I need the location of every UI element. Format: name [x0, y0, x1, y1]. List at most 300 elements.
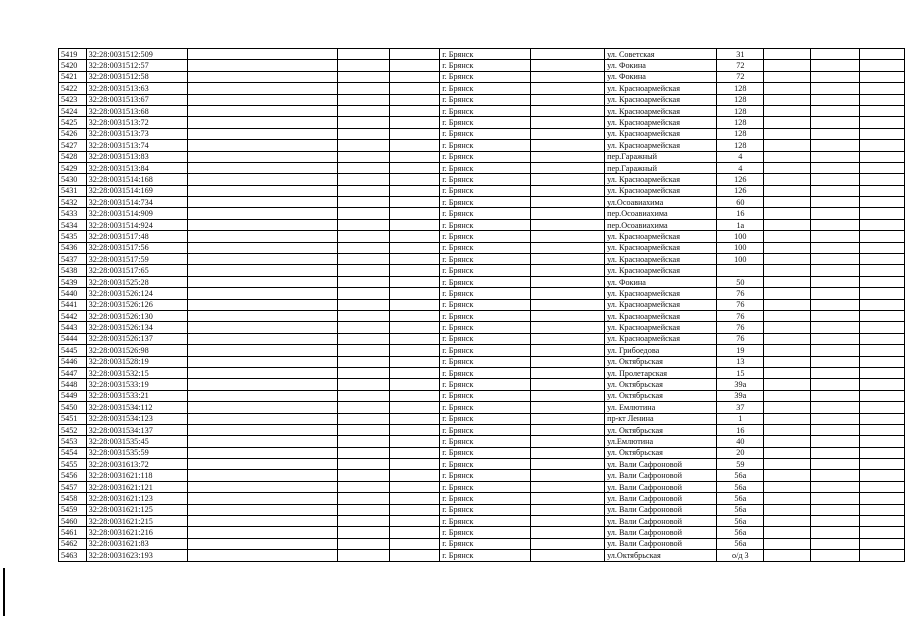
cell-empty — [188, 128, 338, 139]
cell-cadastral-number: 32:28:0031513:83 — [86, 151, 187, 162]
cell-empty — [337, 447, 390, 458]
cell-street: пер.Гаражный — [605, 151, 717, 162]
cell-empty — [531, 436, 605, 447]
cell-street: ул.Октябрьская — [605, 550, 717, 561]
cell-empty — [188, 117, 338, 128]
cell-cadastral-number: 32:28:0031517:48 — [86, 231, 187, 242]
cell-empty — [188, 322, 338, 333]
cell-empty — [531, 276, 605, 287]
cell-empty — [390, 83, 440, 94]
cell-house: 40 — [717, 436, 764, 447]
cell-house: 76 — [717, 288, 764, 299]
cell-empty — [811, 254, 860, 265]
table-row — [59, 105, 905, 116]
cell-empty — [390, 322, 440, 333]
cell-street: ул. Октябрьская — [605, 379, 717, 390]
cell-empty — [188, 254, 338, 265]
cell-empty — [188, 60, 338, 71]
cell-empty — [337, 105, 390, 116]
cell-cadastral-number: 32:28:0031621:123 — [86, 493, 187, 504]
cell-record-number: 5436 — [59, 242, 87, 253]
cell-cadastral-number: 32:28:0031513:67 — [86, 94, 187, 105]
cell-house: 76 — [717, 299, 764, 310]
cell-cadastral-number: 32:28:0031613:72 — [86, 459, 187, 470]
cell-empty — [531, 367, 605, 378]
cell-empty — [337, 83, 390, 94]
cell-empty — [764, 242, 811, 253]
cell-empty — [811, 390, 860, 401]
cell-empty — [337, 470, 390, 481]
cell-house: 50 — [717, 276, 764, 287]
cell-record-number: 5454 — [59, 447, 87, 458]
cell-empty — [390, 356, 440, 367]
cell-empty — [531, 538, 605, 549]
cell-house: 37 — [717, 402, 764, 413]
cell-street: ул. Вали Сафроновой — [605, 516, 717, 527]
cell-empty — [337, 424, 390, 435]
cell-empty — [531, 333, 605, 344]
cell-empty — [811, 459, 860, 470]
cell-empty — [859, 367, 904, 378]
table-row — [59, 481, 905, 492]
cell-street: ул. Красноармейская — [605, 140, 717, 151]
cell-empty — [188, 174, 338, 185]
cell-empty — [811, 276, 860, 287]
cell-cadastral-number: 32:28:0031526:124 — [86, 288, 187, 299]
cell-house: 1а — [717, 219, 764, 230]
cell-empty — [337, 299, 390, 310]
cell-cadastral-number: 32:28:0031621:83 — [86, 538, 187, 549]
cell-empty — [531, 140, 605, 151]
cell-cadastral-number: 32:28:0031513:72 — [86, 117, 187, 128]
cell-city: г. Брянск — [440, 49, 531, 60]
cell-house: 16 — [717, 208, 764, 219]
table-row — [59, 60, 905, 71]
cell-city: г. Брянск — [440, 105, 531, 116]
cell-street: ул. Красноармейская — [605, 105, 717, 116]
cell-street: ул. Красноармейская — [605, 322, 717, 333]
cell-empty — [337, 402, 390, 413]
cell-empty — [390, 117, 440, 128]
cell-empty — [531, 71, 605, 82]
table-row — [59, 265, 905, 276]
cell-cadastral-number: 32:28:0031621:216 — [86, 527, 187, 538]
cell-empty — [188, 390, 338, 401]
cell-record-number: 5462 — [59, 538, 87, 549]
table-row — [59, 276, 905, 287]
cell-empty — [764, 550, 811, 561]
cell-record-number: 5431 — [59, 185, 87, 196]
cell-street: ул. Вали Сафроновой — [605, 504, 717, 515]
cell-empty — [531, 231, 605, 242]
cell-city: г. Брянск — [440, 117, 531, 128]
table-row — [59, 128, 905, 139]
cell-empty — [811, 504, 860, 515]
cell-empty — [764, 459, 811, 470]
cell-house: 4 — [717, 162, 764, 173]
cell-house — [717, 265, 764, 276]
cell-city: г. Брянск — [440, 379, 531, 390]
cell-empty — [337, 208, 390, 219]
cell-city: г. Брянск — [440, 550, 531, 561]
cell-house: 100 — [717, 242, 764, 253]
cell-empty — [811, 345, 860, 356]
cell-empty — [811, 288, 860, 299]
cell-street: ул. Красноармейская — [605, 288, 717, 299]
cell-empty — [337, 333, 390, 344]
cell-cadastral-number: 32:28:0031623:193 — [86, 550, 187, 561]
table-row — [59, 447, 905, 458]
cell-city: г. Брянск — [440, 333, 531, 344]
table-row — [59, 208, 905, 219]
cell-empty — [188, 356, 338, 367]
cell-empty — [188, 379, 338, 390]
cell-empty — [764, 390, 811, 401]
table-row — [59, 140, 905, 151]
cell-empty — [859, 128, 904, 139]
cell-empty — [859, 538, 904, 549]
cell-record-number: 5438 — [59, 265, 87, 276]
cell-city: г. Брянск — [440, 527, 531, 538]
cell-empty — [188, 481, 338, 492]
cell-city: г. Брянск — [440, 424, 531, 435]
cell-empty — [531, 60, 605, 71]
cell-empty — [859, 379, 904, 390]
cell-record-number: 5459 — [59, 504, 87, 515]
cell-record-number: 5432 — [59, 197, 87, 208]
cell-empty — [859, 231, 904, 242]
cell-empty — [390, 379, 440, 390]
table-row — [59, 299, 905, 310]
cell-empty — [764, 117, 811, 128]
cell-street: ул. Красноармейская — [605, 333, 717, 344]
cell-record-number: 5430 — [59, 174, 87, 185]
table-row — [59, 117, 905, 128]
cell-empty — [390, 128, 440, 139]
cell-record-number: 5420 — [59, 60, 87, 71]
cell-street: ул. Вали Сафроновой — [605, 538, 717, 549]
cell-cadastral-number: 32:28:0031533:21 — [86, 390, 187, 401]
cell-house: 56а — [717, 516, 764, 527]
cell-empty — [390, 459, 440, 470]
cell-empty — [531, 481, 605, 492]
cell-record-number: 5423 — [59, 94, 87, 105]
cell-empty — [531, 105, 605, 116]
cell-empty — [811, 208, 860, 219]
table-row — [59, 197, 905, 208]
cell-empty — [531, 413, 605, 424]
cell-empty — [390, 60, 440, 71]
cell-city: г. Брянск — [440, 299, 531, 310]
cell-empty — [531, 345, 605, 356]
cell-house: 76 — [717, 310, 764, 321]
cell-record-number: 5448 — [59, 379, 87, 390]
cell-street: пер.Осоавиахима — [605, 219, 717, 230]
cell-house: 16 — [717, 424, 764, 435]
cell-city: г. Брянск — [440, 94, 531, 105]
cell-city: г. Брянск — [440, 162, 531, 173]
table-row — [59, 71, 905, 82]
table-row — [59, 493, 905, 504]
cell-empty — [764, 276, 811, 287]
cell-empty — [859, 117, 904, 128]
cell-empty — [390, 254, 440, 265]
cell-cadastral-number: 32:28:0031526:134 — [86, 322, 187, 333]
cell-empty — [337, 459, 390, 470]
cell-street: ул. Вали Сафроновой — [605, 481, 717, 492]
cell-city: г. Брянск — [440, 140, 531, 151]
cell-empty — [390, 140, 440, 151]
cell-record-number: 5460 — [59, 516, 87, 527]
cell-empty — [188, 162, 338, 173]
table-row — [59, 185, 905, 196]
cell-empty — [188, 333, 338, 344]
cell-empty — [531, 447, 605, 458]
cell-cadastral-number: 32:28:0031534:112 — [86, 402, 187, 413]
cell-street: ул. Вали Сафроновой — [605, 527, 717, 538]
cell-cadastral-number: 32:28:0031528:19 — [86, 356, 187, 367]
cell-empty — [531, 504, 605, 515]
cell-empty — [337, 254, 390, 265]
cell-empty — [390, 447, 440, 458]
cell-empty — [764, 49, 811, 60]
cell-street: ул. Октябрьская — [605, 356, 717, 367]
cell-record-number: 5449 — [59, 390, 87, 401]
cell-empty — [811, 481, 860, 492]
cell-empty — [811, 493, 860, 504]
cell-empty — [337, 219, 390, 230]
table-row — [59, 402, 905, 413]
cell-empty — [811, 128, 860, 139]
cell-house: 15 — [717, 367, 764, 378]
table-body — [59, 49, 905, 562]
cell-empty — [337, 140, 390, 151]
cell-house: 1 — [717, 413, 764, 424]
cell-empty — [859, 356, 904, 367]
cell-city: г. Брянск — [440, 367, 531, 378]
cell-empty — [531, 402, 605, 413]
cell-empty — [764, 254, 811, 265]
cell-city: г. Брянск — [440, 310, 531, 321]
cell-empty — [531, 310, 605, 321]
table-row — [59, 310, 905, 321]
cell-empty — [531, 265, 605, 276]
cell-empty — [337, 151, 390, 162]
cell-house: 60 — [717, 197, 764, 208]
cell-empty — [337, 231, 390, 242]
cell-empty — [811, 310, 860, 321]
cell-empty — [531, 356, 605, 367]
cell-empty — [337, 310, 390, 321]
cell-empty — [764, 288, 811, 299]
cell-empty — [531, 459, 605, 470]
cell-empty — [188, 105, 338, 116]
cell-house: 19 — [717, 345, 764, 356]
cell-empty — [531, 197, 605, 208]
cell-empty — [764, 424, 811, 435]
cell-empty — [811, 231, 860, 242]
cell-empty — [188, 436, 338, 447]
cell-street: ул. Грибоедова — [605, 345, 717, 356]
cell-empty — [811, 83, 860, 94]
cell-cadastral-number: 32:28:0031513:74 — [86, 140, 187, 151]
table-row — [59, 459, 905, 470]
cell-empty — [390, 174, 440, 185]
cell-empty — [390, 265, 440, 276]
cell-empty — [531, 83, 605, 94]
cell-empty — [337, 117, 390, 128]
cell-street: ул. Вали Сафроновой — [605, 459, 717, 470]
cell-empty — [390, 49, 440, 60]
table-row — [59, 254, 905, 265]
cell-record-number: 5435 — [59, 231, 87, 242]
cell-empty — [859, 550, 904, 561]
cell-house: 100 — [717, 254, 764, 265]
cell-street: ул. Октябрьская — [605, 390, 717, 401]
table-row — [59, 333, 905, 344]
cell-street: ул. Фокина — [605, 71, 717, 82]
cell-street: ул. Октябрьская — [605, 424, 717, 435]
cell-house: 128 — [717, 128, 764, 139]
cell-empty — [188, 345, 338, 356]
cell-empty — [390, 219, 440, 230]
table-row — [59, 424, 905, 435]
cell-empty — [337, 185, 390, 196]
cell-empty — [531, 162, 605, 173]
cell-house: 56а — [717, 504, 764, 515]
cell-empty — [764, 367, 811, 378]
cell-empty — [859, 413, 904, 424]
cell-empty — [764, 231, 811, 242]
cell-empty — [390, 310, 440, 321]
cell-house: 56а — [717, 481, 764, 492]
cell-record-number: 5455 — [59, 459, 87, 470]
cell-street: ул. Вали Сафроновой — [605, 493, 717, 504]
cell-empty — [188, 151, 338, 162]
cell-empty — [811, 49, 860, 60]
cell-empty — [390, 436, 440, 447]
cell-empty — [764, 60, 811, 71]
cell-empty — [764, 402, 811, 413]
cell-empty — [811, 265, 860, 276]
cell-record-number: 5439 — [59, 276, 87, 287]
cell-street: ул. Фокина — [605, 60, 717, 71]
cell-empty — [188, 459, 338, 470]
cell-cadastral-number: 32:28:0031513:63 — [86, 83, 187, 94]
cell-city: г. Брянск — [440, 459, 531, 470]
cell-empty — [188, 299, 338, 310]
cell-city: г. Брянск — [440, 254, 531, 265]
cell-record-number: 5456 — [59, 470, 87, 481]
cell-empty — [390, 208, 440, 219]
cell-cadastral-number: 32:28:0031621:118 — [86, 470, 187, 481]
cell-city: г. Брянск — [440, 390, 531, 401]
cell-city: г. Брянск — [440, 322, 531, 333]
cell-empty — [188, 140, 338, 151]
cell-house: 72 — [717, 71, 764, 82]
cell-record-number: 5421 — [59, 71, 87, 82]
cell-empty — [531, 208, 605, 219]
cell-empty — [811, 197, 860, 208]
cell-empty — [811, 367, 860, 378]
cell-empty — [337, 162, 390, 173]
cell-record-number: 5419 — [59, 49, 87, 60]
cell-cadastral-number: 32:28:0031534:123 — [86, 413, 187, 424]
cell-empty — [531, 242, 605, 253]
cell-cadastral-number: 32:28:0031512:57 — [86, 60, 187, 71]
cell-empty — [764, 219, 811, 230]
cell-cadastral-number: 32:28:0031514:909 — [86, 208, 187, 219]
cell-empty — [811, 105, 860, 116]
cell-empty — [859, 185, 904, 196]
cell-record-number: 5428 — [59, 151, 87, 162]
cell-street: пер.Осоавиахима — [605, 208, 717, 219]
cell-house: 56а — [717, 493, 764, 504]
cell-empty — [764, 185, 811, 196]
cell-city: г. Брянск — [440, 481, 531, 492]
cell-cadastral-number: 32:28:0031526:137 — [86, 333, 187, 344]
cell-cadastral-number: 32:28:0031514:924 — [86, 219, 187, 230]
cell-house: 59 — [717, 459, 764, 470]
cell-empty — [764, 436, 811, 447]
table-row — [59, 345, 905, 356]
cell-empty — [859, 459, 904, 470]
cell-empty — [764, 162, 811, 173]
cell-empty — [337, 356, 390, 367]
cell-house: 56а — [717, 527, 764, 538]
cell-record-number: 5424 — [59, 105, 87, 116]
cell-empty — [859, 424, 904, 435]
cell-empty — [764, 128, 811, 139]
cell-empty — [764, 174, 811, 185]
cell-city: г. Брянск — [440, 470, 531, 481]
cell-cadastral-number: 32:28:0031513:73 — [86, 128, 187, 139]
cell-empty — [188, 94, 338, 105]
cell-cadastral-number: 32:28:0031621:125 — [86, 504, 187, 515]
cell-empty — [764, 538, 811, 549]
cell-empty — [337, 379, 390, 390]
cell-empty — [390, 345, 440, 356]
cell-cadastral-number: 32:28:0031535:59 — [86, 447, 187, 458]
cell-city: г. Брянск — [440, 516, 531, 527]
cell-empty — [337, 390, 390, 401]
cell-empty — [188, 527, 338, 538]
cell-empty — [390, 527, 440, 538]
cell-empty — [188, 231, 338, 242]
cell-empty — [859, 310, 904, 321]
cell-empty — [390, 470, 440, 481]
cell-record-number: 5458 — [59, 493, 87, 504]
cell-empty — [811, 60, 860, 71]
cell-cadastral-number: 32:28:0031621:121 — [86, 481, 187, 492]
cell-house: 126 — [717, 185, 764, 196]
cell-house: 76 — [717, 322, 764, 333]
cell-empty — [390, 504, 440, 515]
cell-empty — [531, 516, 605, 527]
cell-empty — [390, 424, 440, 435]
cell-empty — [764, 504, 811, 515]
cell-empty — [188, 310, 338, 321]
cell-empty — [188, 208, 338, 219]
cell-city: г. Брянск — [440, 265, 531, 276]
cell-cadastral-number: 32:28:0031514:734 — [86, 197, 187, 208]
cell-cadastral-number: 32:28:0031514:169 — [86, 185, 187, 196]
cell-empty — [188, 367, 338, 378]
cell-empty — [859, 516, 904, 527]
cell-cadastral-number: 32:28:0031513:84 — [86, 162, 187, 173]
cell-empty — [337, 242, 390, 253]
cell-street: ул. Вали Сафроновой — [605, 470, 717, 481]
